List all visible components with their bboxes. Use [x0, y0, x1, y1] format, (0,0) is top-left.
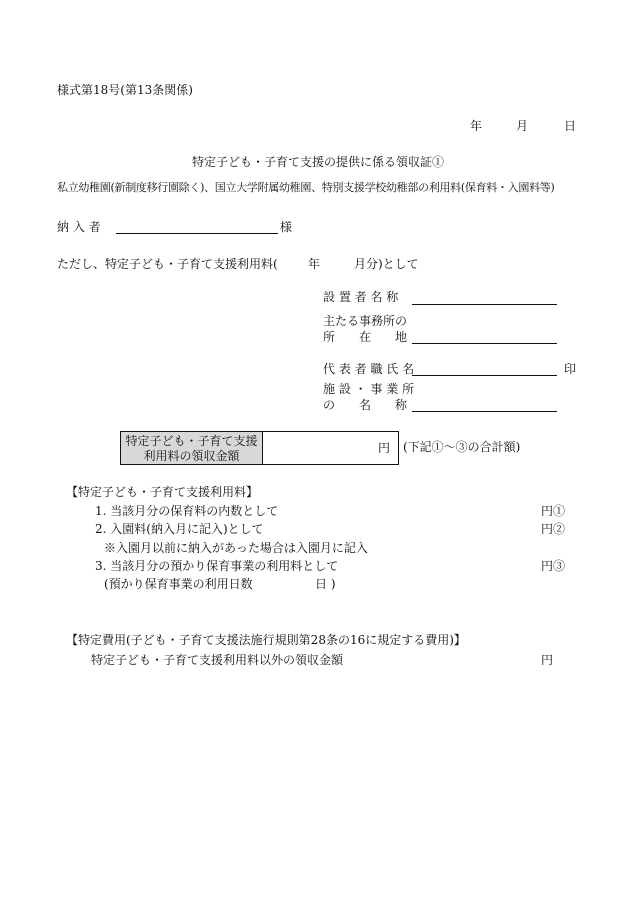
amount-label-line1: 特定子ども・子育て支援: [125, 434, 258, 448]
document-title: 特定子ども・子育て支援の提供に係る領収証①: [192, 155, 445, 169]
section2-item: 特定子ども・子育て支援利用料以外の領収金額: [91, 653, 344, 667]
amount-label-cell: [121, 432, 263, 464]
section1-days-suffix: 日 ): [315, 577, 336, 591]
representative-line[interactable]: [412, 375, 557, 376]
section1-note: ※入園月以前に納入があった場合は入園月に記入: [104, 541, 368, 555]
office-location-line[interactable]: [412, 343, 557, 344]
proviso-prefix: ただし、特定子ども・子育て支援利用料(: [57, 257, 278, 271]
founder-name-line[interactable]: [412, 304, 557, 305]
payer-suffix: 様: [280, 220, 293, 234]
facility-name-label-2: の 名 称: [323, 398, 408, 412]
document-subtitle: 私立幼稚園(新制度移行園除く)、国立大学附属幼稚園、特別支援学校幼稚部の利用料(保育料・入園料等): [57, 181, 555, 194]
amount-unit: 円: [378, 441, 391, 455]
seal-mark: 印: [564, 362, 577, 376]
payer-name-line[interactable]: [116, 233, 278, 234]
date-month-label: 月: [516, 119, 529, 133]
office-location-label-1: 主たる事務所の: [323, 314, 408, 328]
date-year-label: 年: [470, 119, 483, 133]
section2-heading: 【特定費用(子ども・子育て支援法施行規則第28条の16に規定する費用)】: [66, 633, 466, 647]
section2-item-unit: 円: [541, 653, 554, 667]
section1-item-1-unit: 円①: [541, 504, 566, 518]
office-location-label-2: 所 在 地: [323, 330, 408, 344]
section1-item-2: 2. 入園料(納入月に記入)として: [95, 522, 264, 536]
proviso-month-suffix: 月分)として: [354, 257, 419, 271]
date-day-label: 日: [564, 119, 577, 133]
facility-name-line[interactable]: [412, 411, 557, 412]
representative-label: 代 表 者 職 氏 名: [323, 362, 415, 376]
amount-label-line2: 利用料の領収金額: [143, 449, 240, 463]
section1-item-3: 3. 当該月分の預かり保育事業の利用料として: [95, 559, 339, 573]
proviso-year-label: 年: [308, 257, 321, 271]
section1-item-1: 1. 当該月分の保育料の内数として: [95, 504, 279, 518]
amount-note: (下記①～③の合計額): [403, 440, 521, 454]
facility-name-label-1: 施 設 ・ 事 業 所: [323, 382, 415, 396]
section1-item-2-unit: 円②: [541, 522, 566, 536]
section1-days-prefix: (預かり保育事業の利用日数: [104, 577, 253, 591]
form-number: 様式第18号(第13条関係): [57, 83, 193, 97]
amount-box: [120, 431, 399, 465]
section1-heading: 【特定子ども・子育て支援利用料】: [66, 485, 259, 499]
founder-name-label: 設 置 者 名 称: [323, 290, 399, 304]
payer-label: 納 入 者: [57, 220, 101, 234]
section1-item-3-unit: 円③: [541, 559, 566, 573]
